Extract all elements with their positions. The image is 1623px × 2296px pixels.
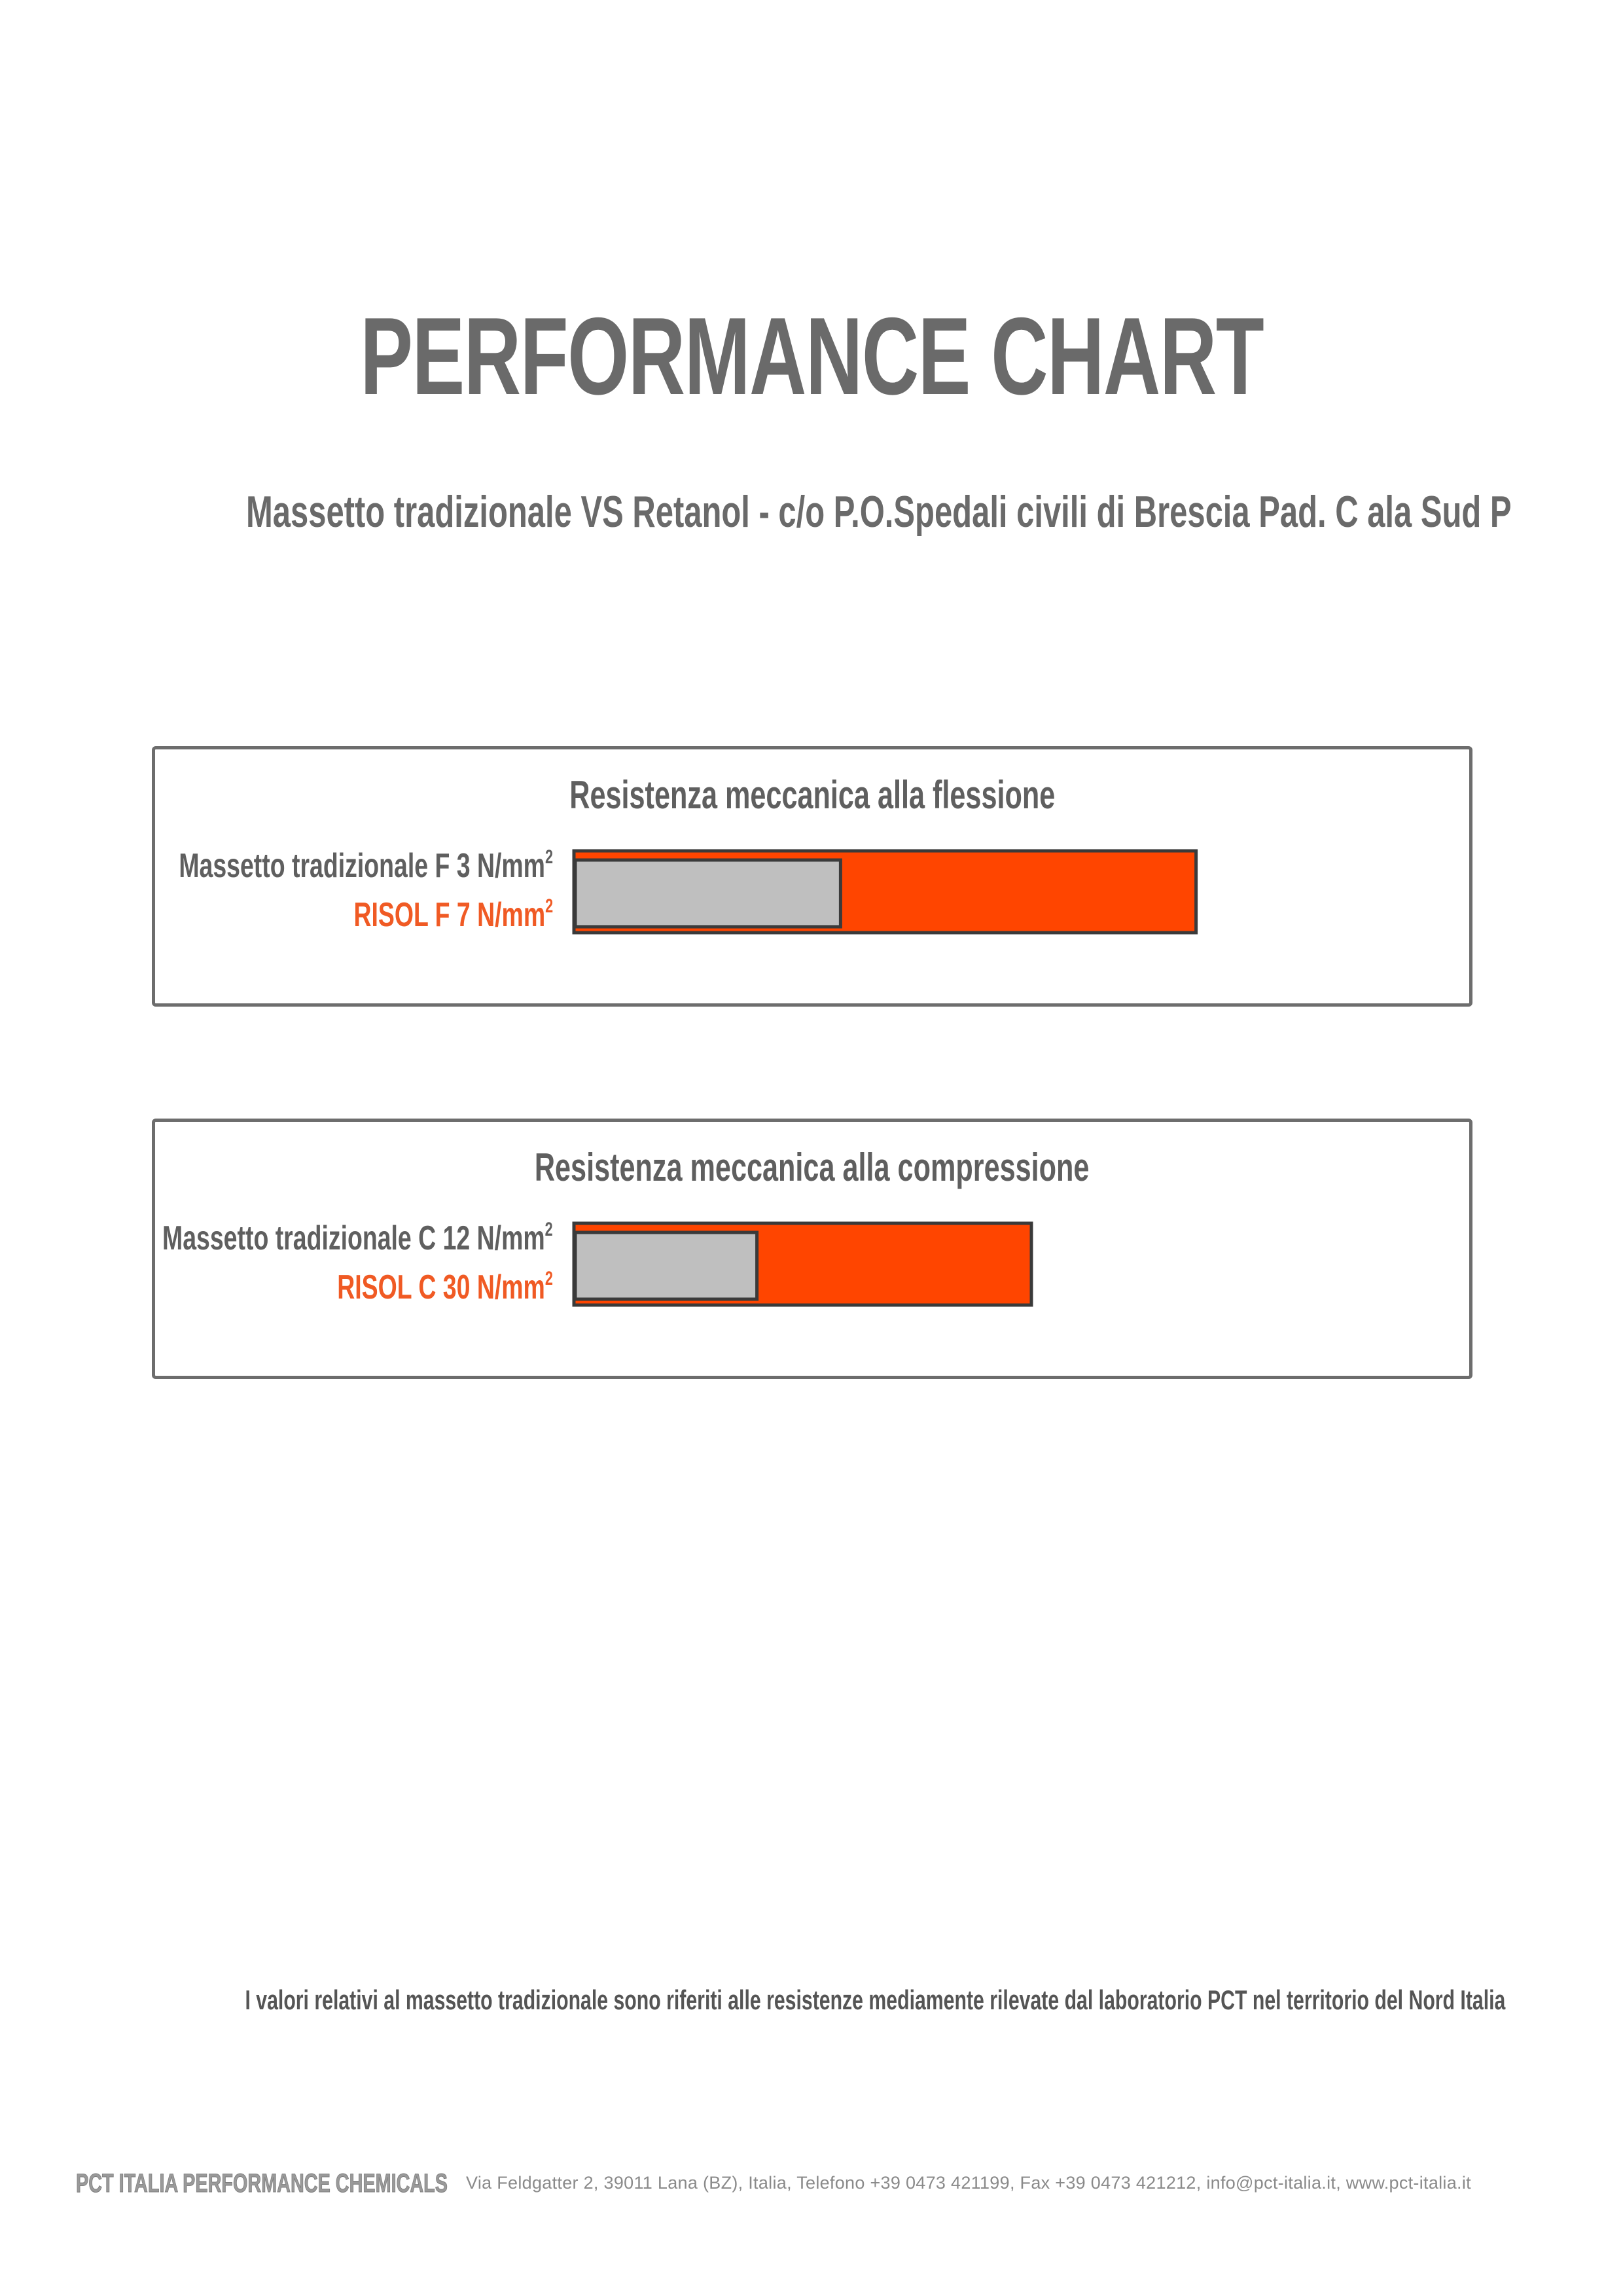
page-title: PERFORMANCE CHART — [360, 295, 1263, 418]
bar-chart-compression — [155, 1122, 1476, 1382]
chart-title-flexion: Resistenza meccanica alla flessione — [569, 773, 1055, 817]
bar-chart-flexion — [155, 749, 1476, 1010]
chart-panel-compression — [152, 1119, 1472, 1379]
legend-label-risol-compression: RISOL C 30 $N/mm^2$ — [337, 1268, 553, 1306]
bar-traditional — [575, 1232, 757, 1299]
legend-label-traditional-compression: Massetto tradizionale C 12 $N/mm^2$ — [162, 1219, 553, 1257]
chart-title-compression: Resistenza meccanica alla compressione — [535, 1145, 1090, 1189]
footer-contact: Via Feldgatter 2, 39011 Lana (BZ), Italia, Telefono +39 0473 421199, Fax +39 0473 421212, info@pct-italia.it, www.pct-italia.it — [466, 2173, 1471, 2193]
legend-label-traditional-flexion: Massetto tradizionale F 3 $N/mm^2$ — [179, 846, 553, 885]
footer-brand-logo: PCT ITALIA PERFORMANCE CHEMICALS — [76, 2169, 448, 2198]
chart-panel-flexion — [152, 746, 1472, 1007]
page-subtitle: Massetto tradizionale VS Retanol - c/o P.O.Spedali civili di Brescia Pad. C ala Sud P — [245, 487, 1512, 537]
footnote: I valori relativi al massetto tradizionale sono riferiti alle resistenze mediamente rilevate dal laboratorio PCT nel territorio del Nord Italia — [245, 1984, 1506, 2015]
bar-traditional — [575, 860, 840, 927]
legend-label-risol-flexion: RISOL F 7 $N/mm^2$ — [353, 895, 553, 934]
